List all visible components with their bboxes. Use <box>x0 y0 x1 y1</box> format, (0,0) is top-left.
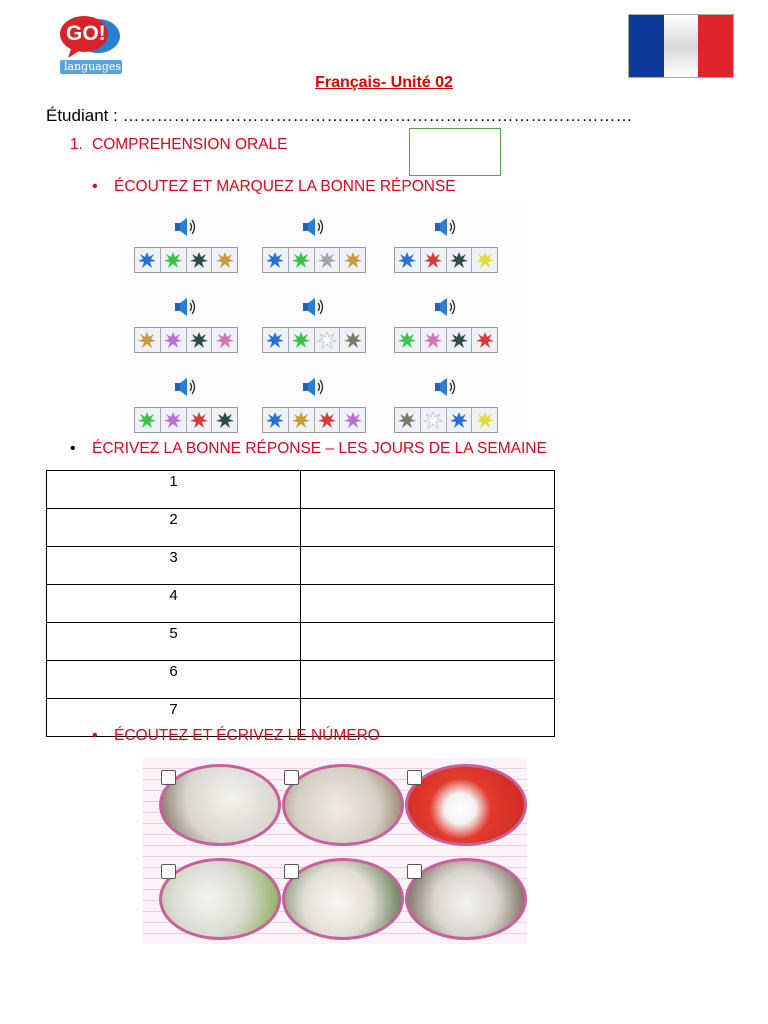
paint-splat-icon[interactable] <box>421 328 447 352</box>
speaker-icon[interactable] <box>172 214 198 240</box>
paint-splat-icon[interactable] <box>472 328 497 352</box>
speaker-icon[interactable] <box>172 294 198 320</box>
page-title: Français- Unité 02 <box>315 74 453 91</box>
paint-splat-icon[interactable] <box>289 328 315 352</box>
score-box <box>409 128 501 176</box>
paint-splat-icon[interactable] <box>187 248 213 272</box>
go-languages-logo <box>58 14 124 76</box>
activity-photo <box>159 764 281 846</box>
paint-splat-icon[interactable] <box>447 408 473 432</box>
paint-splat-icon[interactable] <box>263 328 289 352</box>
paint-splat-icon[interactable] <box>421 408 447 432</box>
paint-splat-icon[interactable] <box>187 328 213 352</box>
table-row <box>47 471 555 509</box>
checkbox-icon[interactable] <box>161 770 176 785</box>
paint-splat-icon[interactable] <box>289 408 315 432</box>
activity-photo <box>282 764 404 846</box>
section-number: 1. <box>70 136 83 153</box>
flag-stripe-white <box>664 15 699 77</box>
bullet-icon: • <box>92 178 98 195</box>
answer-cell[interactable] <box>301 585 555 623</box>
paint-splat-icon[interactable] <box>315 328 341 352</box>
instruction-listen-mark <box>92 178 456 196</box>
paint-splat-icon[interactable] <box>263 248 289 272</box>
paint-splat-icon[interactable] <box>289 248 315 272</box>
row-number: 3 <box>47 547 301 585</box>
paint-splat-icon[interactable] <box>135 248 161 272</box>
paint-splat-icon[interactable] <box>135 328 161 352</box>
row-number: 2 <box>47 509 301 547</box>
paint-splat-icon[interactable] <box>161 328 187 352</box>
answer-cell[interactable] <box>301 661 555 699</box>
row-number: 1 <box>47 471 301 509</box>
row-number: 4 <box>47 585 301 623</box>
paint-splat-icon[interactable] <box>135 408 161 432</box>
table-row <box>47 661 555 699</box>
table-row <box>47 585 555 623</box>
paint-splat-icon[interactable] <box>447 328 473 352</box>
paint-splat-icon[interactable] <box>395 248 421 272</box>
table-row <box>47 509 555 547</box>
paint-splat-icon[interactable] <box>472 408 497 432</box>
activity-photo <box>405 764 527 846</box>
splat-strip <box>394 327 498 353</box>
speaker-icon[interactable] <box>432 294 458 320</box>
paint-splat-icon[interactable] <box>263 408 289 432</box>
speaker-icon[interactable] <box>300 374 326 400</box>
drawing-activities-image <box>143 758 527 944</box>
paint-splat-icon[interactable] <box>161 248 187 272</box>
section-label: COMPREHENSION ORALE <box>92 136 288 153</box>
paint-splat-icon[interactable] <box>161 408 187 432</box>
splat-strip <box>262 407 366 433</box>
days-of-week-table <box>46 470 555 737</box>
paint-splat-icon[interactable] <box>212 328 237 352</box>
paint-splat-icon[interactable] <box>315 408 341 432</box>
answer-cell[interactable] <box>301 471 555 509</box>
speaker-icon[interactable] <box>300 294 326 320</box>
splat-strip <box>394 407 498 433</box>
paint-splat-icon[interactable] <box>187 408 213 432</box>
speaker-icon[interactable] <box>172 374 198 400</box>
paint-splat-icon[interactable] <box>315 248 341 272</box>
paint-splat-icon[interactable] <box>340 408 365 432</box>
splat-strip <box>262 247 366 273</box>
splat-strip <box>262 327 366 353</box>
instruction-write-days <box>70 440 547 458</box>
flag-stripe-red <box>698 15 733 77</box>
checkbox-icon[interactable] <box>161 864 176 879</box>
checkbox-icon[interactable] <box>284 864 299 879</box>
answer-cell[interactable] <box>301 509 555 547</box>
bullet-icon: • <box>92 727 98 744</box>
paint-splat-icon[interactable] <box>395 408 421 432</box>
instruction-text: ÉCRIVEZ LA BONNE RÉPONSE – LES JOURS DE LA SEMAINE <box>92 440 547 457</box>
row-number: 6 <box>47 661 301 699</box>
checkbox-icon[interactable] <box>407 864 422 879</box>
paint-splat-icon[interactable] <box>447 248 473 272</box>
flag-stripe-blue <box>629 15 664 77</box>
table-row <box>47 547 555 585</box>
color-listening-exercise <box>120 202 522 432</box>
logo-subtext: languages <box>64 60 122 73</box>
paint-splat-icon[interactable] <box>212 248 237 272</box>
paint-splat-icon[interactable] <box>340 328 365 352</box>
activity-photo <box>405 858 527 940</box>
paint-splat-icon[interactable] <box>340 248 365 272</box>
paint-splat-icon[interactable] <box>212 408 237 432</box>
instruction-listen-number <box>92 727 380 745</box>
instruction-text: ÉCOUTEZ ET ÉCRIVEZ LE NÚMERO <box>114 727 380 744</box>
checkbox-icon[interactable] <box>407 770 422 785</box>
paint-splat-icon[interactable] <box>395 328 421 352</box>
paint-splat-icon[interactable] <box>472 248 497 272</box>
row-number: 7 <box>47 699 301 737</box>
answer-cell[interactable] <box>301 547 555 585</box>
table-row <box>47 623 555 661</box>
splat-strip <box>134 407 238 433</box>
answer-cell[interactable] <box>301 623 555 661</box>
france-flag-image <box>628 14 734 78</box>
speaker-icon[interactable] <box>300 214 326 240</box>
splat-strip <box>394 247 498 273</box>
instruction-text: ÉCOUTEZ ET MARQUEZ LA BONNE RÉPONSE <box>114 178 456 195</box>
section-1-heading <box>70 136 288 154</box>
splat-strip <box>134 327 238 353</box>
checkbox-icon[interactable] <box>284 770 299 785</box>
student-name-line: Étudiant : ……………………………………………………………………………… <box>46 106 633 125</box>
row-number: 5 <box>47 623 301 661</box>
activity-photo <box>159 858 281 940</box>
activity-photo <box>282 858 404 940</box>
speaker-icon[interactable] <box>432 374 458 400</box>
bullet-icon: • <box>70 440 76 457</box>
splat-strip <box>134 247 238 273</box>
speaker-icon[interactable] <box>432 214 458 240</box>
paint-splat-icon[interactable] <box>421 248 447 272</box>
logo-text: GO! <box>66 22 106 45</box>
